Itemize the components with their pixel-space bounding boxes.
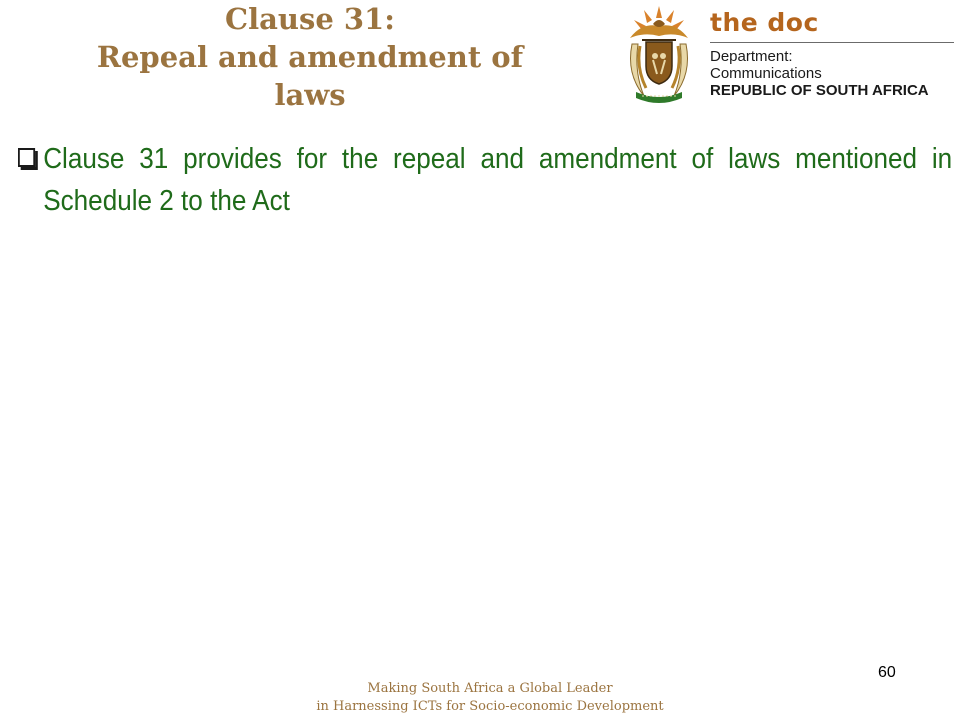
bullet-item	[18, 138, 952, 222]
department-title: Communications	[710, 65, 822, 82]
department-label: Department:	[710, 48, 793, 65]
slide-title	[40, 0, 580, 114]
slide-title-line-1: Clause 31:	[225, 2, 395, 36]
footer-line-2: in Harnessing ICTs for Socio-economic Development	[316, 699, 664, 714]
country-name: REPUBLIC OF SOUTH AFRICA	[710, 82, 929, 99]
department-name	[710, 48, 929, 99]
bullet-list	[18, 138, 953, 222]
department-logo	[622, 4, 956, 108]
slide-title-line-3: laws	[274, 78, 346, 112]
brand-name: the doc	[710, 8, 819, 37]
checkbox-bullet-icon	[18, 148, 35, 167]
coat-of-arms-icon	[622, 4, 696, 106]
bullet-text: Clause 31 provides for the repeal and amendment of laws mentioned in Schedule 2 to the Act	[43, 143, 953, 217]
footer-tagline	[240, 680, 740, 716]
footer-line-1: Making South Africa a Global Leader	[367, 681, 613, 696]
logo-divider	[710, 42, 954, 43]
slide-title-line-2: Repeal and amendment of	[96, 40, 524, 74]
page-number: 60	[878, 664, 896, 681]
